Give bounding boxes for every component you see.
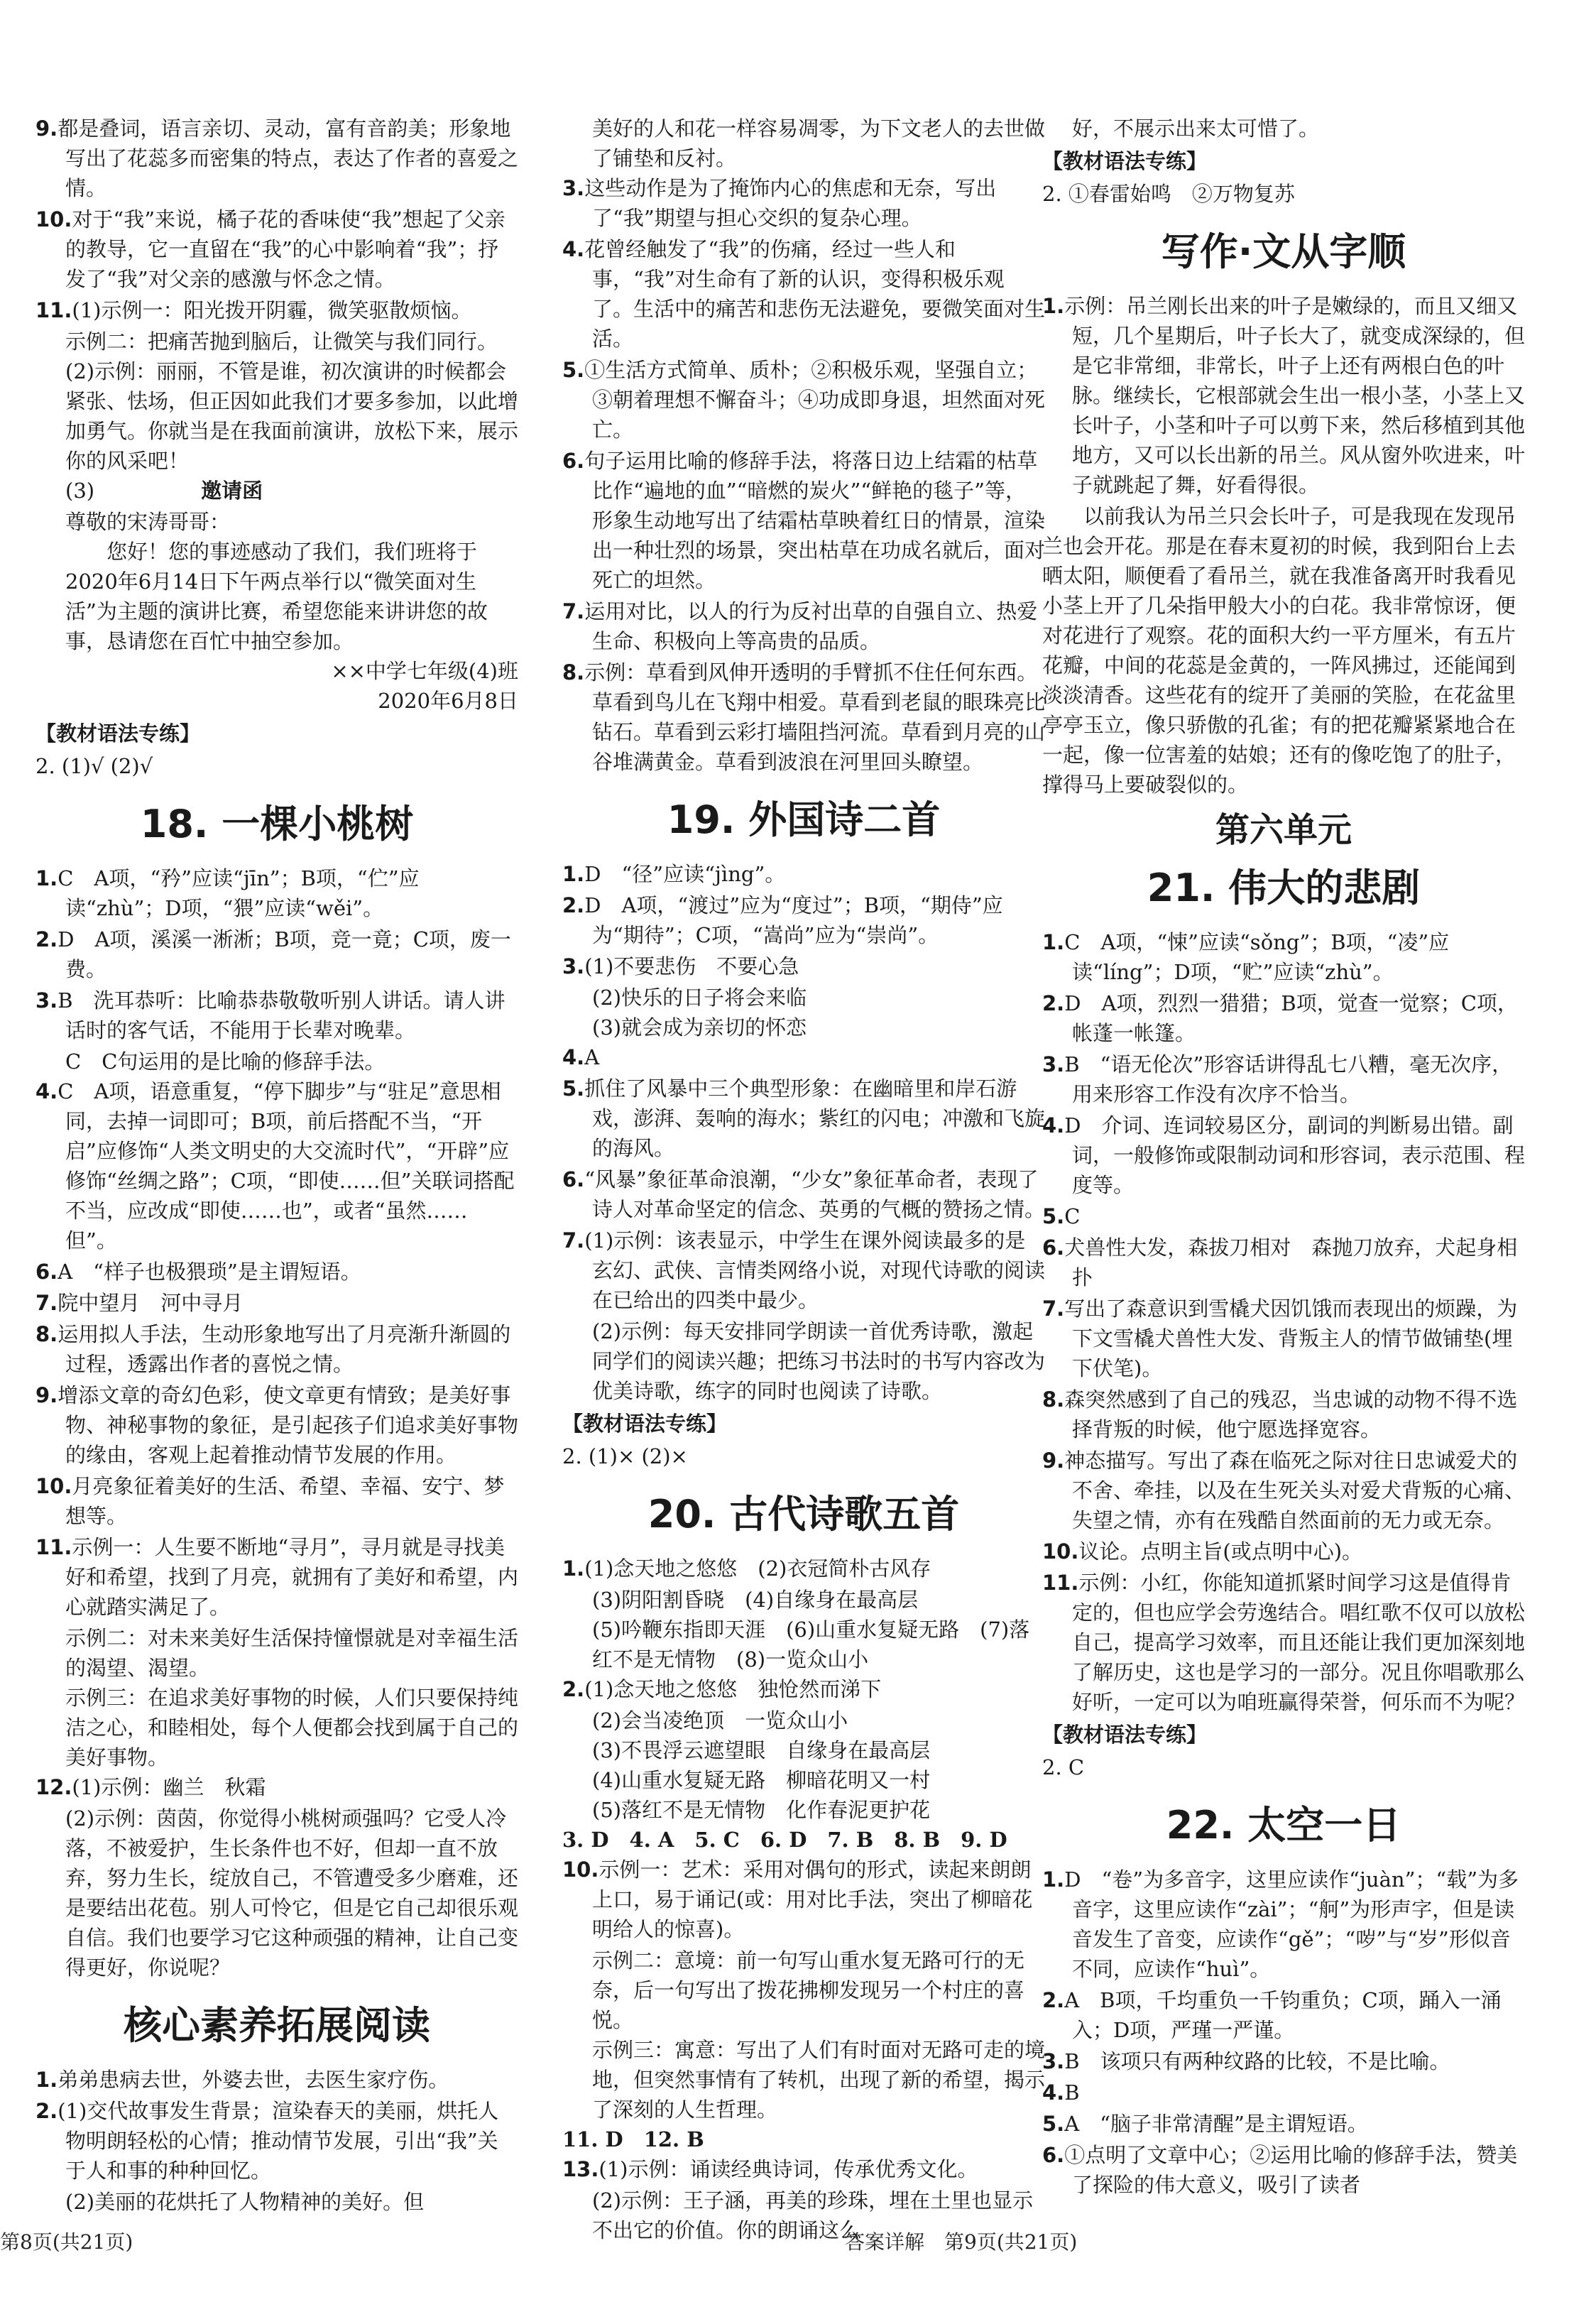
- answer-item: 3.B 洗耳恭听：比喻恭恭敬敬听别人讲话。请人讲话时的客气话，不能用于长辈对晚辈。: [35, 988, 505, 1042]
- answer-item: 8.森突然感到了自己的残忍，当忠诚的动物不得不选择背叛的时候，他宁愿选择宽容。: [1042, 1387, 1518, 1441]
- grammar-tag: 【教材语法专练】: [1042, 149, 1208, 173]
- answer-item: 10.示例一：艺术：采用对偶句的形式，读起来朗朗上口，易于诵记(或：用对比手法，突出了柳暗花明给人的惊喜)。: [562, 1858, 1033, 1941]
- answer-item: 1.(1)念天地之悠悠 (2)衣冠简朴古风存: [562, 1556, 931, 1581]
- example-text: 示例三：在追求美好事物的时候，人们只要保持纯洁之心，和睦相处，每个人便都会找到属于自己的美好事物。: [65, 1686, 519, 1769]
- answer-item: 7.(1)示例：该表显示，中学生在课外阅读最多的是玄幻、武侠、言情类网络小说，对现代诗歌的阅读在已给出的四类中最少。: [562, 1228, 1046, 1312]
- answer-item: 13.(1)示例：诵读经典诗词，传承优秀文化。: [562, 2157, 978, 2181]
- answer-item: 6.句子运用比喻的修辞手法，将落日边上结霜的枯草比作“遍地的血”“暗燃的炭火”“鲜艳的毯子”等，形象生动地写出了结霜枯草映着红日的情景，渲染出一种壮烈的场景，突出枯草在功成名就后，面对死亡的坦然。: [562, 449, 1046, 592]
- example-text: 示例二：对未来美好生活保持憧憬就是对幸福生活的渴望、渴望。: [65, 1626, 519, 1680]
- footer-page-right: 答案详解 第9页(共21页): [845, 2230, 1078, 2254]
- answer-subpart: (2)示例：王子涵，再美的珍珠，埋在土里也显示不出它的价值。你的朗诵这么: [592, 2188, 1034, 2242]
- answer-item: 3.B 该项只有两种纹路的比较，不是比喻。: [1042, 2049, 1450, 2073]
- answer-item: 6.①点明了文章中心；②运用比喻的修辞手法，赞美了探险的伟大意义，吸引了读者: [1042, 2143, 1518, 2197]
- answer-item: 2.D A项，溪溪一淅淅；B项，竞一竟；C项，废一费。: [35, 927, 511, 981]
- grammar-tag: 【教材语法专练】: [35, 721, 201, 746]
- column-left: [35, 114, 518, 2217]
- answer-item: 3.(1)不要悲伤 不要心急: [562, 954, 799, 978]
- answer-item: 5.抓住了风暴中三个典型形象：在幽暗里和岸石游戏，澎湃、轰响的海水；紫红的闪电；冲激和飞旋的海风。: [562, 1076, 1046, 1160]
- answer-subpart: (2)美丽的花烘托了人物精神的美好。但: [65, 2190, 425, 2214]
- continued-text: 好，不展示出来太可惜了。: [1072, 116, 1320, 141]
- answer-subpart: (2)示例：丽丽，不管是谁，初次演讲的时候都会紧张、怯场，但正因如此我们才要多参加，以此增加勇气。你就当是在我面前演讲，放松下来，展示你的风采吧！: [65, 359, 519, 473]
- section-title: 写作·文从字顺: [1161, 229, 1406, 274]
- answer-subpart: (2)示例：每天安排同学朗读一首优秀诗歌，激起同学们的阅读兴趣；把练习书法时的书写内容改为优美诗歌，练字的同时也阅读了诗歌。: [592, 1319, 1046, 1403]
- grammar-answer: 2. (1)× (2)×: [562, 1444, 688, 1468]
- column-middle: [562, 114, 1045, 2245]
- letter-sign-date: 2020年6月8日: [378, 689, 518, 713]
- answer-item: 7.院中望月 河中寻月: [35, 1291, 244, 1315]
- answer-item: 11.示例一：人生要不断地“寻月”，寻月就是寻找美好和希望，找到了月亮，就拥有了美好和希望，内心就踏实满足了。: [35, 1535, 519, 1619]
- section-title: 18. 一棵小桃树: [140, 802, 414, 846]
- answer-item: 8.运用拟人手法，生动形象地写出了月亮渐升渐圆的过程，透露出作者的喜悦之情。: [35, 1322, 511, 1376]
- answer-subpart: (2)会当凌绝顶 一览众山小: [592, 1708, 848, 1733]
- answer-subpart: (2)示例：茵茵，你觉得小桃树顽强吗？它受人冷落，不被爱护，生长条件也不好，但却一直不放弃，努力生长，绽放自己，不管遭受多少磨难，还是要结出花苞。别人可怜它，但是它自己却很乐观自信。我们也要学习它这种顽强的精神，让自己变得更好，你说呢？: [65, 1806, 519, 1980]
- answer-item: 6.犬兽性大发，森拔刀相对 森抛刀放弃，犬起身相扑: [1042, 1235, 1518, 1289]
- answer-item: 1.弟弟患病去世，外婆去世，去医生家疗伤。: [35, 2068, 449, 2092]
- grammar-answer: 2. ①春雷始鸣 ②万物复苏: [1042, 182, 1295, 206]
- section-title: 22. 太空一日: [1166, 1803, 1401, 1848]
- essay-paragraph: 以前我认为吊兰只会长叶子，可是我现在发现吊兰也会开花。那是在春末夏初的时候，我到阳台上去晒太阳，顺便看了看吊兰，就在我准备离开时我看见小茎上开了几朵指甲般大小的白花。我非常惊讶，便对花进行了观察。花的面积大约一平方厘米，有五片花瓣，中间的花蕊是金黄的，一阵风拂过，还能闻到淡淡清香。这些花有的绽开了美丽的笑脸，在花盆里亭亭玉立，像只骄傲的孔雀；有的把花瓣紧紧地合在一起，像一位害羞的姑娘；还有的像吃饱了的肚子，撑得马上要破裂似的。: [1042, 504, 1516, 797]
- answer-item: 5.①生活方式简单、质朴；②积极乐观，坚强自立；③朝着理想不懈奋斗；④功成即身退，坦然面对死亡。: [562, 358, 1046, 442]
- answer-item: 2.D A项，烈烈一猎猎；B项，觉查一觉察；C项，帐蓬一帐篷。: [1042, 991, 1518, 1045]
- section-title: 19. 外国诗二首: [667, 797, 941, 842]
- letter-salutation: 尊敬的宋涛哥哥：: [65, 510, 231, 534]
- answer-item: 3.B “语无伦次”形容话讲得乱七八糟，毫无次序，用来形容工作没有次序不恰当。: [1042, 1052, 1513, 1106]
- answer-item: 1.C A项，“悚”应读“sǒng”；B项，“凌”应读“líng”；D项，“贮”应读“zhù”。: [1042, 930, 1450, 984]
- answer-item: 10.月亮象征着美好的生活、希望、幸福、安宁、梦想等。: [35, 1474, 505, 1528]
- answer-subpart: (3)就会成为亲切的怀恋: [592, 1015, 807, 1040]
- letter-sign-class: ××中学七年级(4)班: [331, 659, 518, 683]
- answer-item: 2.(1)念天地之悠悠 独怆然而涕下: [562, 1677, 882, 1701]
- answer-item: 4.C A项，语意重复，“停下脚步”与“驻足”意思相同，去掉一词即可；B项，前后搭配不当，“开启”应修饰“人类文明史的大交流时代”，“开辟”应修饰“丝绸之路”；C项，“即使……但”关联词搭配不当，应改成“即使……也”，或者“虽然……但”。: [35, 1079, 515, 1253]
- unit-title: 第六单元: [1215, 810, 1352, 850]
- answer-item: 11.示例：小红，你能知道抓紧时间学习这是值得肯定的，但也应学会劳逸结合。唱红歌不仅可以放松自己，提高学习效率，而且还能让我们更加深刻地了解历史，这也是学习的一部分。况且你唱歌那么好听，一定可以为咱班赢得荣誉，何乐而不为呢？: [1042, 1571, 1526, 1714]
- answer-item: 2.(1)交代故事发生背景；渲染春天的美丽，烘托人物明朗轻松的心情；推动情节发展，引出“我”关于人和事的种种回忆。: [35, 2099, 499, 2183]
- section-title: 20. 古代诗歌五首: [647, 1492, 960, 1537]
- column-right: [1042, 114, 1525, 2201]
- answer-subpart: (5)落红不是无情物 化作春泥更护花: [592, 1798, 931, 1822]
- example-text: 示例二：意境：前一句写山重水复无路可行的无奈，后一句写出了拨花拂柳发现另一个村庄的喜悦。: [592, 1948, 1025, 2032]
- answer-item: 5.A “脑子非常清醒”是主谓短语。: [1042, 2112, 1368, 2136]
- answer-item: 10.议论。点明主旨(或点明中心)。: [1042, 1539, 1363, 1564]
- answer-item: 7.运用对比，以人的行为反衬出草的自强自立、热爱生命、积极向上等高贵的品质。: [562, 599, 1038, 653]
- answer-item: 4.花曾经触发了“我”的伤痛，经过一些人和事，“我”对生命有了新的认识，变得积极乐观了。生活中的痛苦和悲伤无法避免，要微笑面对生活。: [562, 237, 1046, 351]
- section-title: 21. 伟大的悲剧: [1147, 866, 1421, 910]
- footer-page-left: 第8页(共21页): [0, 2230, 133, 2254]
- answer-item: 1.示例：吊兰刚长出来的叶子是嫩绿的，而且又细又短，几个星期后，叶子长大了，就变成深绿的，但是它非常细，非常长，叶子上还有两根白色的叶脉。继续长，它根部就会生出一根小茎，小茎上又长叶子，小茎和叶子可以剪下来，然后移植到其他地方，又可以长出新的吊兰。风从窗外吹进来，叶子就跳起了舞，好看得很。: [1042, 294, 1526, 497]
- answer-note: C C句运用的是比喻的修辞手法。: [65, 1049, 386, 1074]
- letter-body: 您好！您的事迹感动了我们，我们班将于2020年6月14日下午两点举行以“微笑面对生活”为主题的演讲比赛，希望您能来讲讲您的故事，恳请您在百忙中抽空参加。: [65, 540, 488, 653]
- answer-item: 4.B: [1042, 2080, 1080, 2105]
- answer-subpart: (3)阴阳割昏晓 (4)自缘身在最高层: [592, 1588, 919, 1612]
- example-text: 示例二：把痛苦抛到脑后，让微笑与我们同行。: [65, 329, 498, 354]
- answer-item: 3.这些动作是为了掩饰内心的焦虑和无奈，写出了“我”期望与担心交织的复杂心理。: [562, 176, 997, 230]
- answer-item: 4.D 介词、连词较易区分，副词的判断易出错。副词，一般修饰或限制动词和形容词，表示范围、程度等。: [1042, 1113, 1526, 1197]
- answer-item: 4.A: [562, 1045, 600, 1069]
- answer-item: 9.都是叠词，语言亲切、灵动，富有音韵美；形象地写出了花蕊多而密集的特点，表达了作者的喜爱之情。: [35, 116, 519, 200]
- answer-item: 2.A B项，千均重负一千钧重负；C项，踊入一涌入；D项，严瑾一严谨。: [1042, 1988, 1502, 2042]
- answer-item: 6.“风暴”象征革命浪潮，“少女”象征革命者，表现了诗人对革命坚定的信念、英勇的气概的赞扬之情。: [562, 1167, 1046, 1221]
- example-text: 示例三：寓意：写出了人们有时面对无路可走的境地，但突然事情有了转机，出现了新的希望，揭示了深刻的人生哲理。: [592, 2038, 1046, 2122]
- answer-list: 11. D 12. B: [562, 2127, 704, 2151]
- section-title: 核心素养拓展阅读: [124, 2003, 430, 2048]
- answer-subpart: (5)吟鞭东指即天涯 (6)山重水复疑无路 (7)落红不是无情物 (8)一览众山小: [592, 1618, 1030, 1671]
- answer-item: 5.C: [1042, 1204, 1081, 1228]
- answer-item: 10.对于“我”来说，橘子花的香味使“我”想起了父亲的教导，它一直留在“我”的心中影响着“我”；抒发了“我”对父亲的感激与怀念之情。: [35, 207, 505, 291]
- answer-item: 6.A “样子也极猥琐”是主谓短语。: [35, 1260, 361, 1284]
- answer-item: 1.C A项，“矜”应读“jīn”；B项，“伫”应读“zhù”；D项，“猥”应读“wěi”。: [35, 866, 420, 920]
- answer-item: 9.增添文章的奇幻色彩，使文章更有情致；是美好事物、神秘事物的象征，是引起孩子们追求美好事物的缘由，客观上起着推动情节发展的作用。: [35, 1383, 519, 1467]
- answer-list: 3. D 4. A 5. C 6. D 7. B 8. B 9. D: [562, 1828, 1007, 1852]
- answer-item: 8.示例：草看到风伸开透明的手臂抓不住任何东西。草看到鸟儿在飞翔中相爱。草看到老鼠的眼珠亮比钻石。草看到云彩打墙阻挡河流。草看到月亮的山谷堆满黄金。草看到波浪在河里回头瞭望。: [562, 660, 1046, 774]
- grammar-answer: 2. C: [1042, 1755, 1085, 1779]
- answer-subpart: (3)不畏浮云遮望眼 自缘身在最高层: [592, 1738, 931, 1762]
- answer-subpart: (2)快乐的日子将会来临: [592, 986, 807, 1010]
- answer-item: 1.D “卷”为多音字，这里应读作“juàn”；“载”为多音字，这里应读作“zài”；“舸”为形声字，但是读音发生了音变，应读作“gě”；“哕”与“岁”形似音不同，应读作“huì”。: [1042, 1867, 1519, 1981]
- grammar-tag: 【教材语法专练】: [1042, 1723, 1208, 1747]
- answer-item: 2.D A项，“渡过”应为“度过”；B项，“期侍”应为“期待”；C项，“嵩尚”应为“崇尚”。: [562, 893, 1003, 947]
- answer-item: 7.写出了森意识到雪橇犬因饥饿而表现出的烦躁，为下文雪橇犬兽性大发、背叛主人的情节做铺垫(埋下伏笔)。: [1042, 1297, 1518, 1380]
- grammar-answer: 2. (1)√ (2)√: [35, 754, 153, 778]
- answer-item: 1.D “径”应读“jìng”。: [562, 862, 786, 886]
- grammar-tag: 【教材语法专练】: [562, 1412, 728, 1436]
- answer-item: 12.(1)示例：幽兰 秋霜: [35, 1775, 266, 1799]
- answer-item: 11.(1)示例一：阳光拨开阴霾，微笑驱散烦恼。: [35, 298, 472, 322]
- invitation-header: (3) 邀请函: [65, 479, 263, 503]
- answer-item: 9.神态描写。写出了森在临死之际对往日忠诚爱犬的不舍、牵挂，以及在生死关头对爱犬背叛的心痛、失望之情，亦有在残酷自然面前的无力或无奈。: [1042, 1449, 1526, 1532]
- answer-subpart: (4)山重水复疑无路 柳暗花明又一村: [592, 1768, 931, 1792]
- continued-text: 美好的人和花一样容易凋零，为下文老人的去世做了铺垫和反衬。: [592, 116, 1046, 170]
